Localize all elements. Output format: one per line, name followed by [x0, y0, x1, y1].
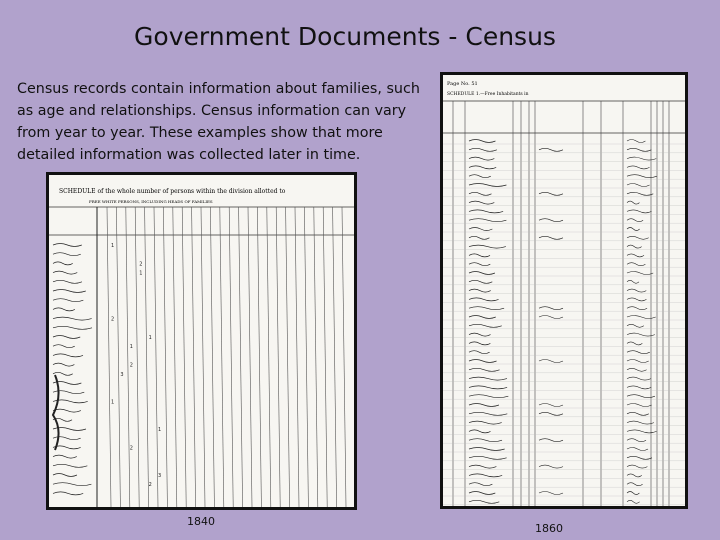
- svg-text:3: 3: [158, 473, 162, 479]
- census-1860-scan: [443, 75, 685, 506]
- svg-text:1: 1: [111, 399, 115, 406]
- svg-text:1: 1: [158, 427, 162, 433]
- slide-title: Government Documents - Census: [134, 22, 556, 51]
- svg-text:2: 2: [111, 316, 115, 323]
- svg-text:2: 2: [148, 482, 152, 489]
- census-1860-image: [440, 72, 688, 509]
- svg-text:1: 1: [139, 270, 143, 277]
- census-1860-schedule-heading: SCHEDULE 1.—Free Inhabitants in: [447, 92, 529, 97]
- caption-1860: 1860: [535, 522, 563, 535]
- svg-text:2: 2: [129, 362, 133, 369]
- svg-text:2: 2: [129, 445, 133, 452]
- census-1860-page-label: Page No. 51: [447, 81, 478, 87]
- svg-text:1: 1: [148, 335, 152, 341]
- census-1840-grid: [49, 207, 354, 507]
- census-1840-schedule-heading: SCHEDULE of the whole number of persons within the division allotted to: [59, 188, 286, 195]
- census-1860-grid: [443, 101, 685, 506]
- caption-1840: 1840: [187, 515, 215, 528]
- svg-text:2: 2: [139, 261, 143, 268]
- svg-text:1: 1: [129, 344, 133, 351]
- svg-text:1: 1: [111, 243, 115, 249]
- census-1840-image: [46, 172, 357, 510]
- svg-text:3: 3: [120, 371, 124, 378]
- census-1840-sub-heading: FREE WHITE PERSONS, INCLUDING HEADS OF FAMILIES: [89, 199, 213, 204]
- census-1840-scan: [49, 175, 354, 507]
- slide-body-text: Census records contain information about families, such as age and relationships. Census information can vary from year to year. These examples show that more detailed information was collected later in time.: [17, 81, 420, 163]
